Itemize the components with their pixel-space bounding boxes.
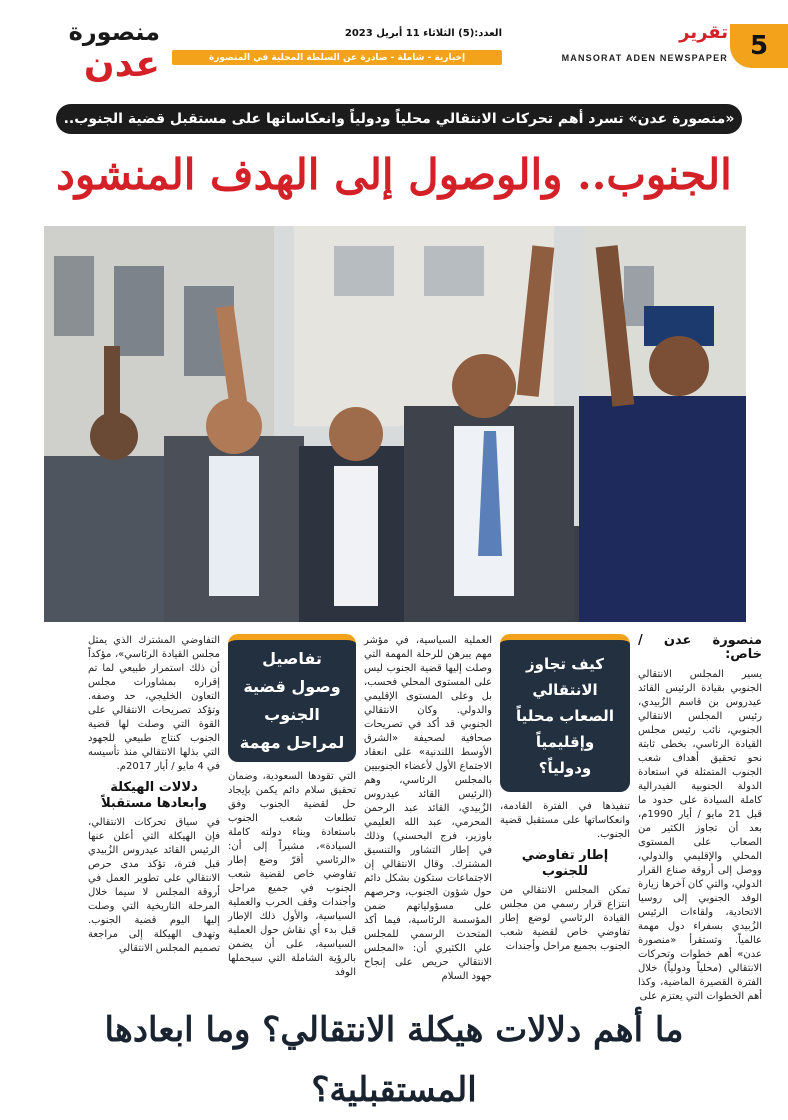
pull-quote-1: كيف تجاوز الانتقالي الصعاب محلياً وإقليمياً ودولياً؟: [500, 634, 630, 792]
logo-bottom-word: عدن: [83, 44, 160, 85]
column-2-subheading: إطار تفاوضي للجنوب: [521, 848, 609, 879]
lead-photo-illustration: [44, 226, 746, 622]
article-byline: منصورة عدن / خاص:: [638, 633, 762, 662]
section-title: تقرير: [679, 22, 728, 43]
section-header: [528, 22, 728, 63]
column-1-text: يسير المجلس الانتقالي الجنوبي بقيادة الرئيس القائد عيدروس بن قاسم الزُبيدي، رئيس المجلس الانتقالي الجنوبي، نائب رئيس مجلس القيادة الرئاسي، بخطى ثابتة نحو تحقيق أهداف شعب الجنوب المتمثلة في استعادة الدولة الجنوبية الفيدرالية كاملة السيادة على حدود ما قبل 21 مايو / أيار 1990م، بعد أن تجاوز الكثير من الصعاب على المستوى المحلي والإقليمي والدولي، ووصل إلى أروقة صناع القرار الدولي، والتي كان آخرها زيارة الوفد الجنوبي إلى روسيا الاتحادية، ولقاءات الرئيس الزُبيدي بسفراء دول مهمة عالمياً. وتستقرأ «منصورة عدن» أهم خطوات وتحركات الانتقالي (محلياً ودولياً) خلال الفترة القصيرة الماضية، وكذا أهم الخطوات التي يعتزم على: [638, 669, 762, 1002]
kicker-banner: «منصورة عدن» تسرد أهم تحركات الانتقالي محلياً ودولياً وانعكاساتها على مستقبل قضية الجنوب..: [56, 104, 742, 134]
article-column-2: [500, 800, 630, 952]
article-column-4: [228, 770, 356, 978]
column-5-subheading: دلالات الهيكلة وابعادها مستقبلاً: [101, 780, 207, 811]
page-number: 5: [730, 24, 788, 68]
tagline-bar: إخبارية - شاملة - صادرة عن السلطة المحلية في المنصورة: [172, 50, 502, 65]
lead-photo: [44, 226, 746, 622]
article-column-3: [364, 634, 492, 982]
column-2-text-b: تمكن المجلس الانتقالي من انتزاع قرار رسمي من مجلس القيادة الرئاسي لوضع إطار تفاوضي خاص لقضية شعب الجنوب بجميع مراحل وأجندات: [500, 885, 630, 952]
column-2-text-a: تنفيذها في الفترة القادمة، وانعكاساتها على مستقبل قضية الجنوب.: [500, 801, 630, 840]
column-5-text-b: في سياق تحركات الانتقالي، فإن الهيكلة التي أعلن عنها الرئيس القائد عيدروس الزُبيدي قبل فترة، تؤكد مدى حرص الانتقالي على تطوير العمل في أروقة المجلس لا سيما خلال المرحلة التاريخية التي وصلت إليها اليوم قضية الجنوب. وتهدف الهيكلة إلى مراجعة تصميم المجلس الانتقالي: [88, 817, 220, 954]
column-4-text: التي تقودها السعودية، وضمان تحقيق سلام دائم يكمن بإيجاد حل لقضية الجنوب وفق تطلعات شعب الجنوب باستعادة وبناء دولته كاملة السيادة»، مشيراً إلى أن: «الرئاسي أقرّ وضع إطار تفاوضي خاص لقضية شعب الجنوب في جميع مراحل وأجندات وقف الحرب والعملية السياسية، والأول ذلك الإطار قبل بدء أي نقاش حول العملية السياسية، على أن يضمن بالرؤية الشاملة التي سيحملها الوفد: [228, 771, 356, 978]
logo-top-word: منصورة: [68, 18, 160, 46]
issue-line: العدد:(5) الثلاثاء 11 أبريل 2023: [344, 28, 502, 39]
newspaper-name-en: MANSORAT ADEN NEWSPAPER: [561, 53, 728, 63]
newspaper-logo: [20, 18, 160, 90]
main-headline: الجنوب.. والوصول إلى الهدف المنشود: [56, 150, 732, 199]
pull-quote-2: تفاصيل وصول قضية الجنوب لمراحل مهمة: [228, 634, 356, 762]
article-column-5: [88, 634, 220, 954]
column-3-text: العملية السياسية، في مؤشر مهم يبرهن للرحلة المهمة التي وصلت إليها قضية الجنوب ليس على المستوى المحلي فحسب، بل وعلى المستوى الإقليمي والدولي. وكان الانتقالي الجنوبي قد أكد في تصريحات صحافية لصحيفة «الشرق الأوسط اللندنية» على انعقاد الاجتماع الأول لأعضاء الجنوبيين بالمجلس الرئاسي، وهم (الرئيس القائد عيدروس الزُبيدي، القائد عبد الرحمن المحرمي، عبد الله العليمي باوزير، فرج البحسني) وذلك في إطار التشاور والتنسيق المشترك. وقال الانتقالي إن الاجتماعات ستكون بشكل دائم حول شؤون الجنوب، وحرصهم على مسؤولياتهم ضمن المؤسسة الرئاسية، فيما أكد المتحدث الرسمي للمجلس علي الكثيري أن: «المجلس الانتقالي حريص على إنجاح جهود السلام: [364, 635, 492, 982]
article-column-1: [638, 633, 762, 1002]
bottom-headline: ما أهم دلالات هيكلة الانتقالي؟ وما ابعادها المستقبلية؟: [104, 1010, 684, 1110]
column-5-text-a: التفاوضي المشترك الذي يمثل مجلس القيادة الرئاسي»، مؤكداً أن ذلك استمرار طبيعي لما تم إقراره بمشاورات مجلس التعاون الخليجي، حد وصفه. وتؤكد تصريحات الانتقالي على القوة التي وصلت لها قضية الجنوب كنتاج طبيعي للجهود التي بذلها الانتقالي منذ تأسيسه في 4 مايو / أيار 2017م.: [88, 635, 220, 772]
